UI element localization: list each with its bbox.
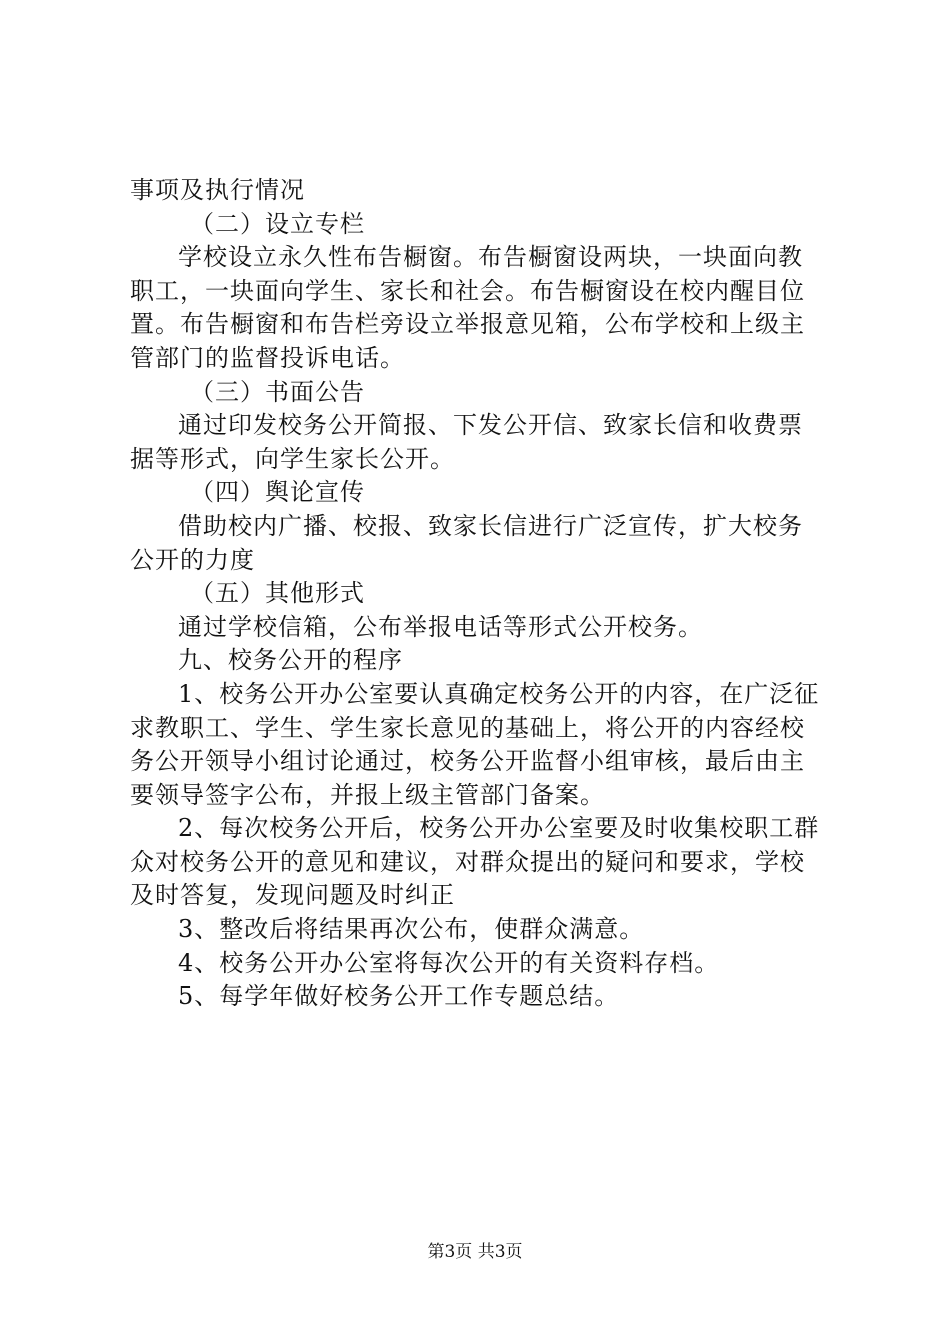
text-line: 通过印发校务公开简报、下发公开信、致家长信和收费票 xyxy=(178,411,803,440)
text-line: 置。布告橱窗和布告栏旁设立举报意见箱，公布学校和上级主 xyxy=(130,310,805,339)
text-line: 及时答复，发现问题及时纠正 xyxy=(130,881,455,910)
text-line: 职工，一块面向学生、家长和社会。布告橱窗设在校内醒目位 xyxy=(130,276,805,305)
page-footer xyxy=(0,1240,950,1264)
text-line: 求教职工、学生、学生家长意见的基础上，将公开的内容经校 xyxy=(130,713,805,742)
text-line: 2、每次校务公开后，校务公开办公室要及时收集校职工群 xyxy=(178,814,820,843)
page-number: 第3页 共3页 xyxy=(427,1242,523,1262)
text-line: 据等形式，向学生家长公开。 xyxy=(130,444,455,473)
text-line: 通过学校信箱，公布举报电话等形式公开校务。 xyxy=(178,612,703,641)
text-line: （二）设立专栏 xyxy=(190,209,365,238)
text-line: 管部门的监督投诉电话。 xyxy=(130,343,405,372)
text-line: （五）其他形式 xyxy=(190,579,365,608)
text-line: 公开的力度 xyxy=(130,545,255,574)
text-line: 1、校务公开办公室要认真确定校务公开的内容，在广泛征 xyxy=(178,679,820,708)
text-line: 学校设立永久性布告橱窗。布告橱窗设两块，一块面向教 xyxy=(178,243,803,272)
text-line: 众对校务公开的意见和建议，对群众提出的疑问和要求，学校 xyxy=(130,847,805,876)
text-line: 借助校内广播、校报、致家长信进行广泛宣传，扩大校务 xyxy=(178,511,803,540)
document-body xyxy=(130,174,830,1014)
text-line: 5、每学年做好校务公开工作专题总结。 xyxy=(178,982,620,1011)
text-line: 务公开领导小组讨论通过，校务公开监督小组审核，最后由主 xyxy=(130,747,805,776)
text-line: 事项及执行情况 xyxy=(130,176,305,204)
text-line: 要领导签字公布，并报上级主管部门备案。 xyxy=(130,780,605,809)
text-line: 九、校务公开的程序 xyxy=(178,646,403,675)
text-line: 3、整改后将结果再次公布，使群众满意。 xyxy=(178,915,645,944)
text-line: （四）舆论宣传 xyxy=(190,478,365,507)
text-line: （三）书面公告 xyxy=(190,377,365,406)
text-line: 4、校务公开办公室将每次公开的有关资料存档。 xyxy=(178,948,720,977)
